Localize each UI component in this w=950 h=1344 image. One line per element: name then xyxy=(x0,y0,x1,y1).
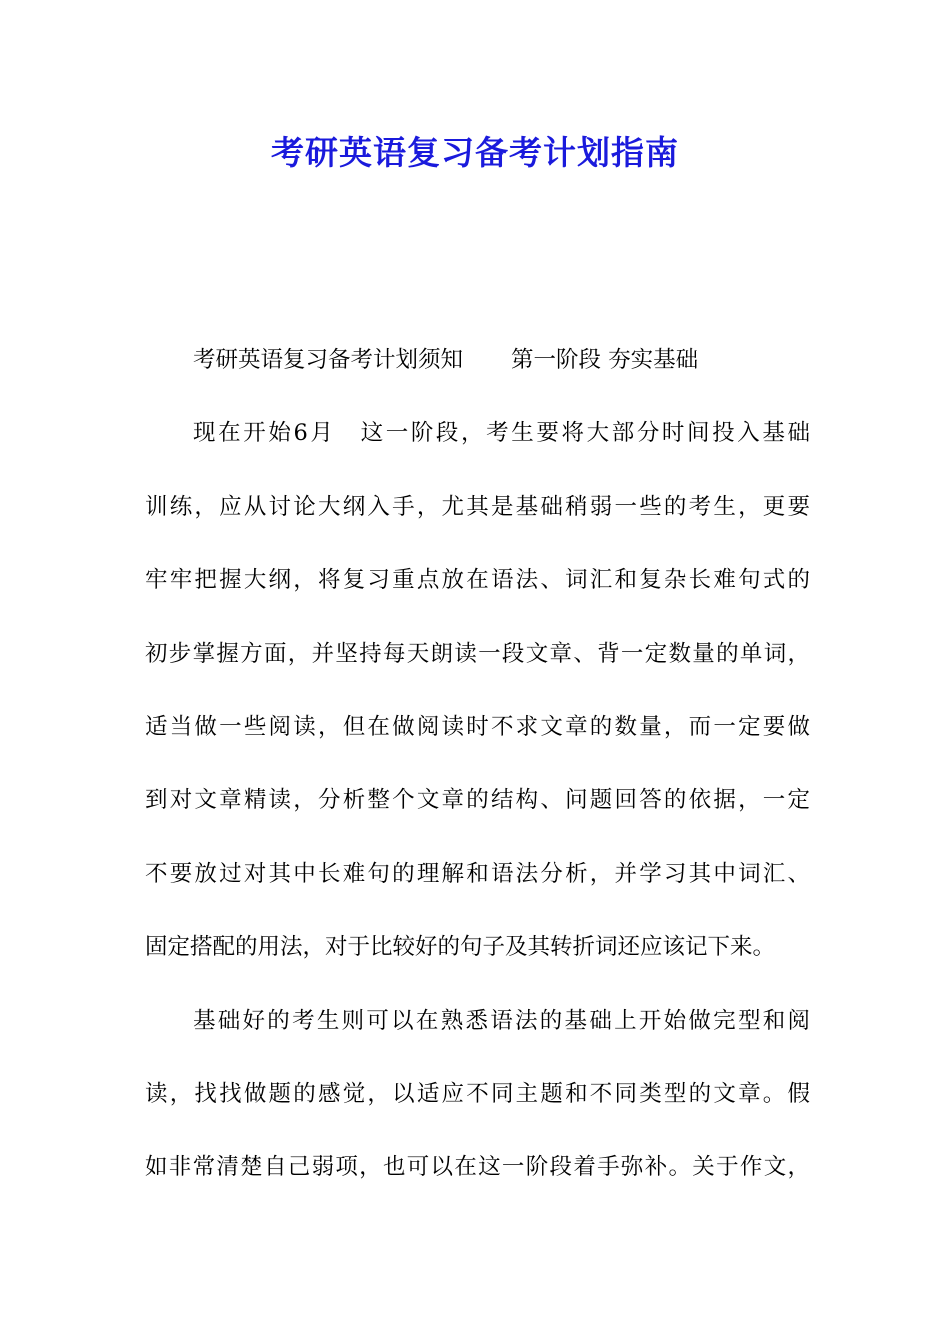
heading-line xyxy=(145,334,810,407)
paragraph-line: 到对文章精读，分析整个文章的结构、问题回答的依据，一定 xyxy=(145,787,810,814)
document-body xyxy=(145,334,810,1215)
paragraph-line: 固定搭配的用法，对于比较好的句子及其转折词还应该记下来。 xyxy=(145,934,776,961)
paragraph-line: 不要放过对其中长难句的理解和语法分析，并学习其中词汇、 xyxy=(145,860,810,887)
paragraph-line: 牢牢把握大纲，将复习重点放在语法、词汇和复杂长难句式的 xyxy=(145,567,810,594)
stage-heading: 第一阶段 夯实基础 xyxy=(511,347,699,373)
paragraph-line: 适当做一些阅读，但在做阅读时不求文章的数量，而一定要做 xyxy=(145,713,810,740)
paragraph-line: 基础好的考生则可以在熟悉语法的基础上开始做完型和阅 xyxy=(193,1007,810,1034)
paragraph-line: 初步掌握方面，并坚持每天朗读一段文章、背一定数量的单词， xyxy=(145,640,810,667)
paragraph-line: 如非常清楚自己弱项，也可以在这一阶段着手弥补。关于作文， xyxy=(145,1154,810,1181)
paragraph-line: 训练，应从讨论大纲入手，尤其是基础稍弱一些的考生，更要 xyxy=(145,493,810,520)
paragraph-line: 现在开始6月 这一阶段，考生要将大部分时间投入基础 xyxy=(193,420,810,447)
document-title: 考研英语复习备考计划指南 xyxy=(271,133,679,172)
section-heading: 考研英语复习备考计划须知 xyxy=(193,347,464,373)
paragraph-line: 读，找找做题的感觉，以适应不同主题和不同类型的文章。假 xyxy=(145,1080,810,1107)
